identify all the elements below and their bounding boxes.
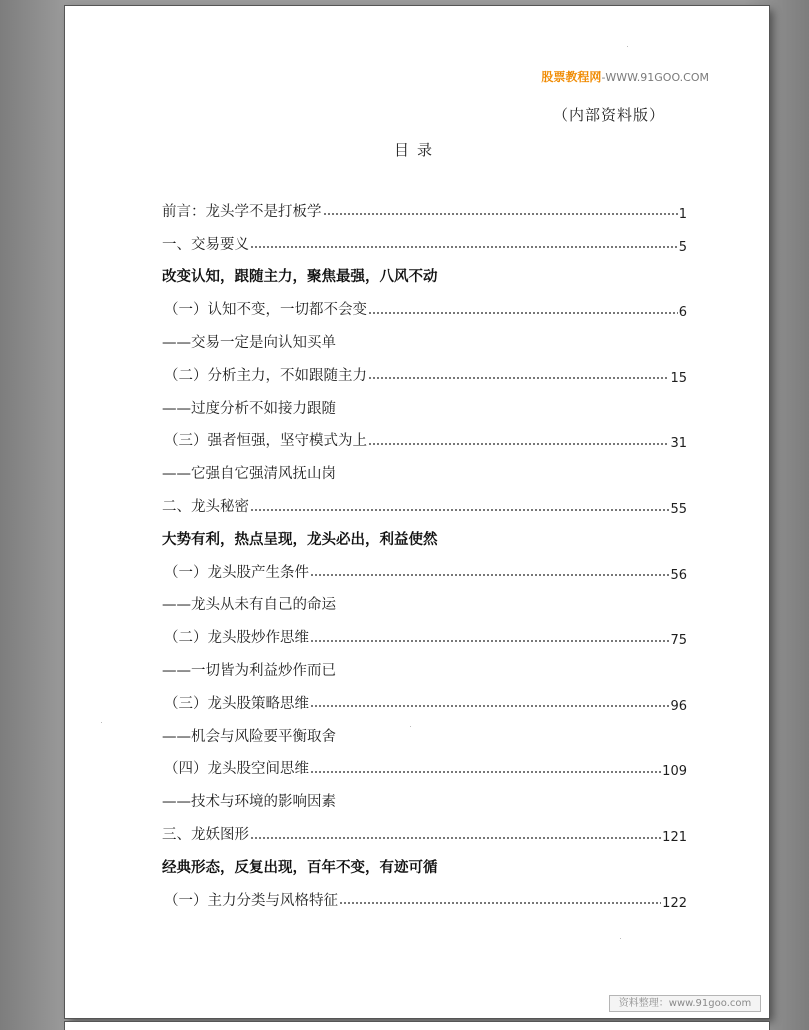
toc-entry xyxy=(162,555,687,588)
toc-entry xyxy=(162,850,687,883)
toc-entry-title: （一）龙头股产生条件 xyxy=(164,564,309,581)
toc-page-number: 15 xyxy=(670,370,687,386)
toc-entry-title: ——机会与风险要平衡取舍 xyxy=(162,728,336,745)
toc-page-number: 122 xyxy=(662,895,687,911)
toc-entry xyxy=(162,620,687,653)
dot-leader xyxy=(368,304,678,314)
toc-entry-title: ——它强自它强清风抚山岗 xyxy=(162,466,336,483)
toc-entry-title: （二）龙头股炒作思维 xyxy=(164,630,309,647)
toc-title: 目录 xyxy=(393,141,440,159)
toc-entry-title: 大势有利，热点呈现，龙头必出，利益使然 xyxy=(162,530,438,548)
toc-page-number: 96 xyxy=(670,698,687,714)
toc-entry-title: ——过度分析不如接力跟随 xyxy=(162,400,336,417)
toc-entry-title: 经典形态，反复出现，百年不变，有迹可循 xyxy=(162,858,438,876)
toc-page-number: 56 xyxy=(670,567,687,583)
toc-entry-title: （三）龙头股策略思维 xyxy=(164,695,309,712)
footer-stamp: 资料整理：www.91goo.com xyxy=(609,995,761,1012)
toc-entry-title: ——交易一定是向认知买单 xyxy=(162,335,336,352)
edition-label: （内部资料版） xyxy=(552,106,665,124)
toc-page-number: 1 xyxy=(678,206,687,222)
dot-leader xyxy=(323,205,678,215)
toc-entry xyxy=(162,325,687,358)
toc-page-number: 121 xyxy=(662,830,687,846)
toc-entry xyxy=(162,424,687,457)
toc-entry xyxy=(162,456,687,489)
toc-entry xyxy=(162,227,687,260)
dot-leader xyxy=(310,763,661,773)
toc-entry xyxy=(162,817,687,850)
toc-entry xyxy=(162,358,687,391)
toc-entry xyxy=(162,653,687,686)
toc-page-number: 31 xyxy=(670,436,687,452)
dot-leader xyxy=(310,566,669,576)
toc-entry xyxy=(162,784,687,817)
brand-url: -WWW.91GOO.COM xyxy=(601,71,709,84)
toc-entry xyxy=(162,391,687,424)
toc-entry-title: ——技术与环境的影响因素 xyxy=(162,794,336,811)
toc-entry xyxy=(162,522,687,555)
toc-entry-title: 一、交易要义 xyxy=(162,236,249,253)
toc-page-number: 55 xyxy=(670,502,687,518)
toc-entry-title: ——一切皆为利益炒作而已 xyxy=(162,663,336,680)
toc-entry-title: （三）强者恒强，坚守模式为上 xyxy=(164,433,367,450)
dot-leader xyxy=(339,894,661,904)
toc-page-number: 75 xyxy=(670,633,687,649)
toc-page-number: 109 xyxy=(662,764,687,780)
table-of-contents xyxy=(162,194,687,916)
dot-leader xyxy=(310,632,669,642)
dot-leader xyxy=(250,501,669,511)
toc-entry xyxy=(162,752,687,785)
toc-entry-title: （二）分析主力，不如跟随主力 xyxy=(164,367,367,384)
toc-entry xyxy=(162,719,687,752)
brand-watermark xyxy=(541,68,709,85)
brand-name: 股票教程网 xyxy=(541,70,602,84)
toc-entry-title: （一）主力分类与风格特征 xyxy=(164,892,338,909)
dot-leader xyxy=(368,435,669,445)
toc-entry xyxy=(162,883,687,916)
toc-entry xyxy=(162,686,687,719)
toc-entry xyxy=(162,588,687,621)
toc-entry xyxy=(162,292,687,325)
dot-leader xyxy=(368,369,669,379)
toc-page-number: 5 xyxy=(678,239,687,255)
toc-entry-title: 前言：龙头学不是打板学 xyxy=(162,203,322,220)
toc-entry xyxy=(162,489,687,522)
toc-entry-title: 二、龙头秘密 xyxy=(162,499,249,516)
toc-entry-title: （一）认知不变，一切都不会变 xyxy=(164,302,367,319)
toc-entry-title: 改变认知，跟随主力，聚焦最强，八风不动 xyxy=(162,268,438,286)
toc-page-number: 6 xyxy=(678,305,687,321)
toc-entry-title: （四）龙头股空间思维 xyxy=(164,761,309,778)
dot-leader xyxy=(250,829,661,839)
dot-leader xyxy=(310,697,669,707)
toc-entry xyxy=(162,260,687,293)
document-page xyxy=(65,6,769,1018)
toc-entry xyxy=(162,194,687,227)
toc-entry-title: ——龙头从未有自己的命运 xyxy=(162,597,336,614)
dot-leader xyxy=(250,238,678,248)
toc-entry-title: 三、龙妖图形 xyxy=(162,827,249,844)
next-page-edge xyxy=(65,1022,769,1030)
